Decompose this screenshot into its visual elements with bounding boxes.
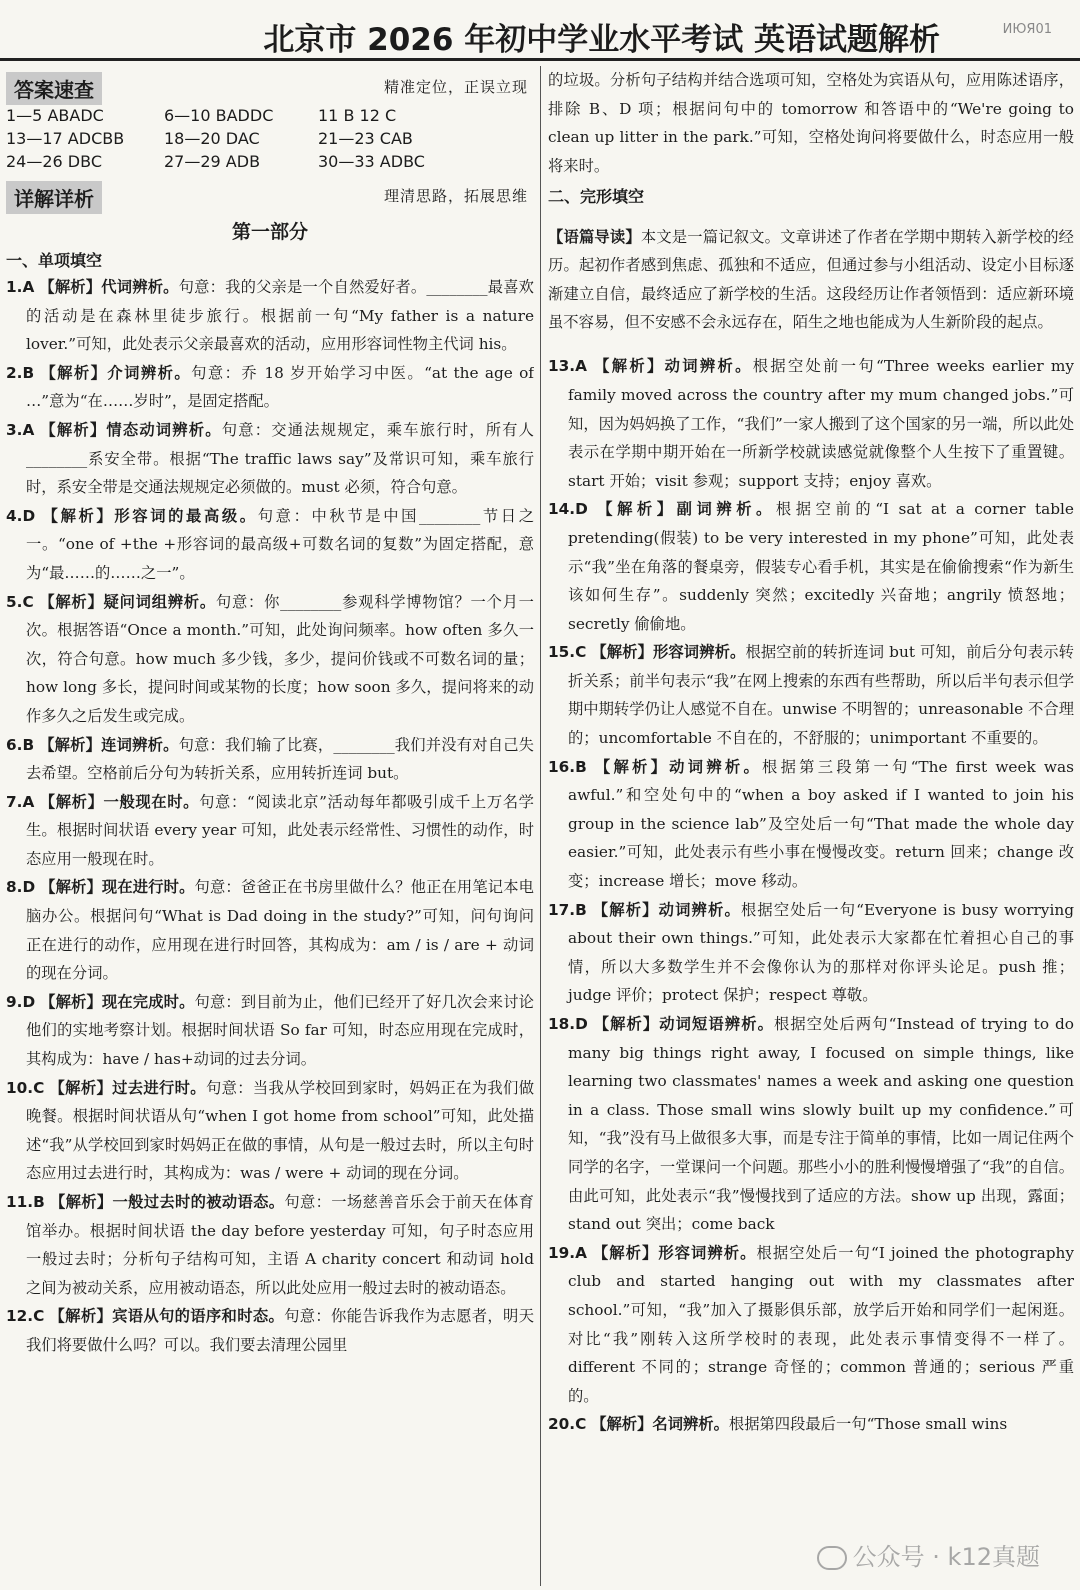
answers-heading: 答案速查 (6, 72, 102, 105)
item-text: 句意：中秋节是中国________节日之一。“one of +the +形容词的最高级+可数名词的复数”为固定搭配，意为“最……的……之一”。 (26, 506, 534, 582)
header-rule (0, 58, 1080, 61)
item-text: 句意：当我从学校回到家时，妈妈正在为我们做晚餐。根据时间状语从句“when I got home from school”可知，此处描述“我”从学校回到家时妈妈正在做的事情，从句是一般过去时，所以主句时态应用过去进行时，其构成为：was / were + 动词的现在分词。 (26, 1078, 534, 1183)
item-tag: 【解析】副词辨析。 (597, 500, 776, 519)
item-tag: 【解析】代词辨析。 (39, 278, 179, 296)
explanation-item (6, 1188, 534, 1302)
item-text: 根据空前的转折连词 but 可知，前后分句表示转折关系；前半句表示“我”在网上搜索的东西有些帮助，所以后半句表示但学期中期转学仍让人感觉不自在。unwise 不明智的；unreasonable 不合理的；uncomfortable 不自在的，不舒服的；unimportant 不重要的。 (568, 643, 1074, 748)
answer-key: 30—33 ADBC (318, 152, 425, 171)
answer-key: 1—5 ABADC (6, 106, 104, 125)
item-tag: 【解析】疑问词组辨析。 (39, 592, 216, 611)
explanation-item (6, 873, 534, 987)
item-tag: 【解析】动词辨析。 (594, 757, 763, 776)
explanation-item (6, 1302, 534, 1359)
item-number: 2.B (6, 363, 35, 382)
item-text: 句意：一场慈善音乐会于前天在体育馆举办。根据时间状语 the day before yesterday 可知，句子时态应用一般过去时；分析句子结构可知，主语 A charity concert 和动词 hold 之间为被动关系，应用被动语态，所以此处应用一般过去时的被动语态。 (26, 1193, 534, 1297)
item-number: 10.C (6, 1078, 45, 1097)
item-text: 根据第四段最后一句“Those small wins (728, 1415, 1008, 1434)
item-text: 句意：我的父亲是一个自然爱好者。________最喜欢的活动是在森林里徒步旅行。根据前一句“My father is a nature lover.”可知，此处表示父亲最喜欢的活动，应用形容词性物主代词 his。 (26, 278, 534, 354)
explanation-item (548, 896, 1074, 1010)
right-column (548, 66, 1074, 1590)
item-number: 6.B (6, 735, 35, 754)
item-tag: 【解析】现在完成时。 (40, 992, 195, 1011)
explanation-item (548, 1239, 1074, 1411)
item-tag: 【解析】过去进行时。 (49, 1078, 206, 1097)
item-text: 句意：你________参观科学博物馆？一个月一次。根据答语“Once a month.”可知，此处询问频率。how often 多久一次，符合句意。how much 多少钱，多少，提问价钱或不可数名词的量；how long 多长，提问时间或某物的长度；how soon 多久，提问将来的动作多久之后发生或完成。 (26, 592, 534, 725)
item-text: 根据空前的“I sat at a corner table pretending(假装) to be very interested in my phone”可知，此处表示“我”坐在角落的餐桌旁，假装专心看手机，其实是在偷偷搜索“作为新生该如何生存”。suddenly 突然；excitedly 兴奋地；angrily 愤怒地；secretly 偷偷地。 (568, 500, 1074, 633)
subsection-heading: 一、单项填空 (6, 251, 103, 270)
left-item-list (6, 273, 534, 1360)
item-text: 句意：“阅读北京”活动每年都吸引成千上万名学生。根据时间状语 every year 可知，此处表示经常性、习惯性的动作，时态应用一般现在时。 (26, 792, 534, 868)
item-text: 句意：乔 18 岁开始学习中医。“at the age of …”意为“在……岁时”，是固定搭配。 (26, 363, 534, 411)
detail-slogan: 理清思路，拓展思维 (383, 187, 528, 205)
explanation-item (6, 588, 534, 731)
item-tag: 【解析】宾语从句的语序和时态。 (49, 1307, 285, 1326)
explanation-item (548, 1410, 1074, 1439)
item-text: 句意：交通法规规定，乘车旅行时，所有人________系安全带。根据“The traffic laws say”及常识可知，乘车旅行时，系安全带是交通法规规定必须做的。must 必须，符合句意。 (26, 420, 534, 497)
item-tag: 【解析】一般现在时。 (39, 792, 200, 811)
part-title: 第一部分 (231, 221, 308, 243)
item-tag: 【解析】情态动词辨析。 (40, 420, 222, 439)
item-text: 根据空处后一句“Everyone is busy worrying about their own things.”可知，此处表示大家都在忙着担心自己的事情，所以大多数学生并不会像你认为的那样对你评头论足。push 推；judge 评价；protect 保护；respect 尊敬。 (568, 900, 1074, 1005)
item-tag: 【解析】名词辨析。 (591, 1415, 729, 1434)
item-tag: 【解析】形容词的最高级。 (42, 506, 258, 525)
answer-key: 18—20 DAC (164, 129, 260, 148)
left-column (6, 66, 534, 1590)
item-text: 根据空处后一句“I joined the photography club and started hanging out with my classmates after school.”可知，“我”加入了摄影俱乐部，放学后开始和同学们一起闲逛。对比“我”刚转入这所学校时的表现，此处表示事情变得不一样了。different 不同的；strange 奇怪的；common 普通的；serious 严重的。 (568, 1243, 1074, 1405)
watermark-text: 公众号 · k12真题 (852, 1543, 1040, 1571)
intro-text: 本文是一篇记叙文。文章讲述了作者在学期中期转入新学校的经历。起初作者感到焦虑、孤独和不适应，但通过参与小组活动、设定小目标逐渐建立自信，最终适应了新学校的生活。这段经历让作者领悟到：适应新环境虽不容易，但不安感不会永远存在，陌生之地也能成为人生新阶段的起点。 (548, 227, 1074, 332)
answer-key: 11 B 12 C (318, 106, 397, 125)
item-number: 16.B (548, 757, 587, 776)
explanation-item (6, 502, 534, 588)
explanation-item (548, 1010, 1074, 1239)
item-tag: 【解析】一般过去时的被动语态。 (49, 1193, 285, 1211)
item-tag: 【解析】形容词辨析。 (592, 1243, 757, 1262)
explanation-item (6, 1074, 534, 1188)
item-number: 1.A (6, 278, 35, 296)
answers-slogan: 精准定位，正误立现 (383, 78, 528, 96)
item-number: 7.A (6, 792, 35, 811)
answer-key: 24—26 DBC (6, 152, 102, 171)
item-number: 14.D (548, 500, 588, 519)
item-number: 15.C (548, 643, 587, 662)
explanation-item (548, 495, 1074, 638)
item-number: 4.D (6, 506, 36, 525)
item-number: 17.B (548, 900, 587, 919)
item-text: 句意：我们输了比赛，________我们并没有对自己失去希望。空格前后分句为转折关系，应用转折连词 but。 (26, 735, 534, 783)
item-number: 11.B (6, 1193, 45, 1211)
passage-intro (548, 223, 1074, 337)
page-title: 北京市 2026 年初中学业水平考试 英语试题解析 (263, 22, 940, 58)
item-text: 句意：爸爸正在书房里做什么？他正在用笔记本电脑办公。根据问句“What is Dad doing in the study?”可知，问句询问正在进行的动作，应用现在进行时回答，其构成为：am / is / are + 动词的现在分词。 (26, 878, 534, 983)
intro-tag: 【语篇导读】 (548, 227, 641, 246)
detail-heading-row (6, 175, 534, 209)
explanation-item (6, 359, 534, 416)
answer-grid (6, 106, 534, 171)
answer-key: 27—29 ADB (164, 152, 261, 171)
item-tag: 【解析】连词辨析。 (39, 735, 179, 754)
watermark (817, 1537, 1040, 1572)
continued-text: 的垃圾。分析句子结构并结合选项可知，空格处为宾语从句，应用陈述语序，排除 B、D 项；根据问句中的 tomorrow 和答语中的“We're going to clean up litter in the park.”可知，空格处询问将要做什么，时态应用一般将来时。 (548, 71, 1074, 175)
explanation-item (6, 988, 534, 1074)
item-number: 13.A (548, 357, 587, 376)
item-number: 3.A (6, 420, 35, 439)
explanation-item (548, 638, 1074, 752)
item-number: 19.A (548, 1243, 587, 1262)
detail-heading: 详解详析 (6, 181, 102, 214)
explanation-item (6, 731, 534, 788)
corner-tag: ИЮЯ01 (1002, 22, 1052, 37)
item-tag: 【解析】动词辨析。 (594, 357, 753, 376)
item-text: 句意：到目前为止，他们已经开了好几次会来讨论他们的实地考察计划。根据时间状语 So far 可知，时态应用现在完成时，其构成为：have / has+动词的过去分词。 (26, 992, 534, 1069)
item-text: 根据第三段第一句“The first week was awful.”和空处句中的“when a boy asked if I wanted to join his group in the science lab”及空处后一句“That made the whole day easier.”可知，此处表示有些小事在慢慢改变。return 回来；change 改变；increase 增长；move 移动。 (568, 757, 1074, 891)
column-divider (540, 66, 541, 1586)
answer-key: 21—23 CAB (318, 129, 413, 148)
item-text: 根据空处后两句“Instead of trying to do many big things right away, I focused on simple things, like learning two classmates' names a week and asking one question in a class. Those small wins slowly built up my confidence.”可知，“我”没有马上做很多大事，而是专注于简单的事情，比如一周记住两个同学的名字，一堂课问一个问题。那些小小的胜利慢慢增强了“我”的自信。由此可知，此处表示“我”慢慢找到了适应的方法。show up 出现，露面；stand out 突出；come back (568, 1015, 1074, 1234)
item-tag: 【解析】介词辨析。 (40, 363, 192, 382)
item-text: 根据空处前一句“Three weeks earlier my family moved across the country after my mum changed jobs.”可知，因为妈妈换了工作，“我们”一家人搬到了这个国家的另一端，所以此处表示在学期中期开始在一所新学校就读感觉就像整个人生按下了重置键。start 开始；visit 参观；support 支持；enjoy 喜欢。 (568, 357, 1074, 490)
item-tag: 【解析】动词短语辨析。 (593, 1015, 774, 1033)
explanation-item (6, 788, 534, 874)
item-number: 20.C (548, 1415, 587, 1434)
explanation-item (548, 753, 1074, 896)
subsection-heading: 二、完形填空 (548, 187, 645, 207)
item-tag: 【解析】形容词辨析。 (591, 643, 746, 662)
wechat-icon (817, 1546, 847, 1570)
item-number: 5.C (6, 592, 34, 611)
item-number: 18.D (548, 1015, 588, 1033)
item-text: 句意：你能告诉我作为志愿者，明天我们将要做什么吗？可以。我们要去清理公园里 (26, 1307, 534, 1354)
answer-key: 6—10 BADDC (164, 106, 274, 125)
explanation-item (6, 273, 534, 359)
answer-key: 13—17 ADCBB (6, 129, 125, 148)
answers-heading-row (6, 66, 534, 100)
item-number: 9.D (6, 992, 36, 1011)
item-number: 12.C (6, 1307, 45, 1326)
explanation-item (6, 416, 534, 502)
explanation-item (548, 352, 1074, 495)
right-item-list (548, 352, 1074, 1439)
item-tag: 【解析】动词辨析。 (592, 900, 741, 919)
item-tag: 【解析】现在进行时。 (40, 878, 195, 897)
item-number: 8.D (6, 878, 36, 897)
